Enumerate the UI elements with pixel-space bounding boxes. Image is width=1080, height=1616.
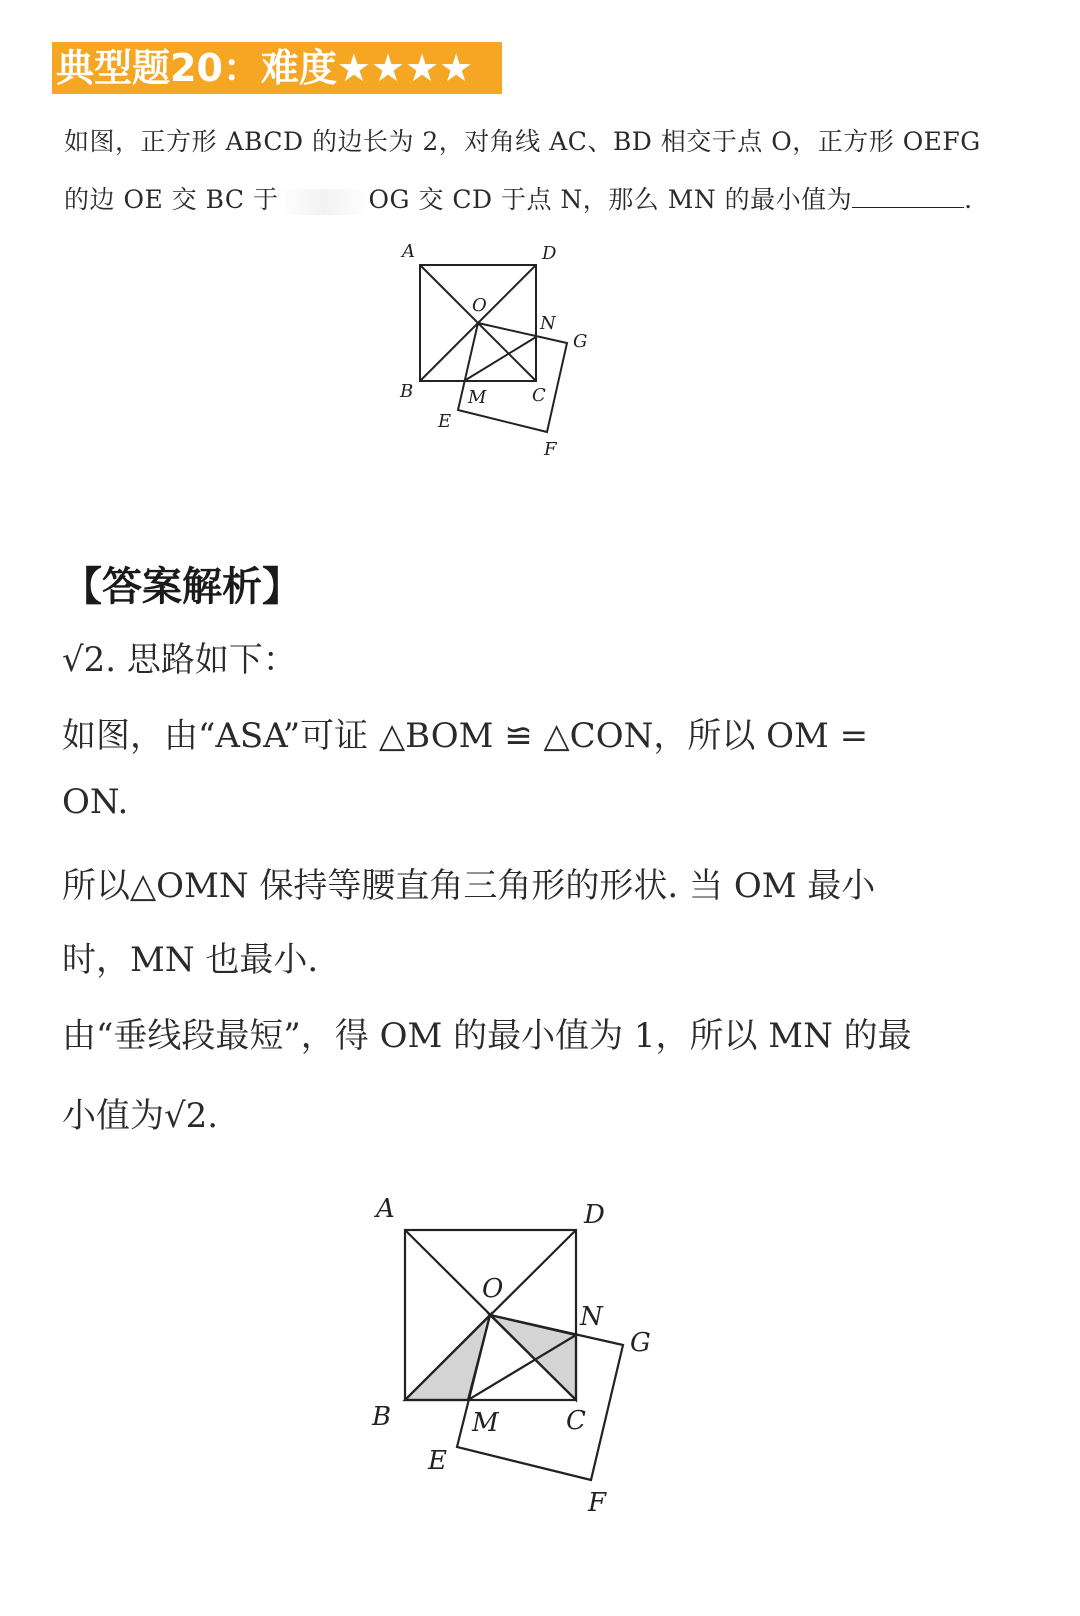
label-o-2: O — [482, 1274, 504, 1304]
label-a: A — [402, 241, 415, 262]
label-n: N — [540, 313, 556, 334]
problem-title-banner: 典型题20：难度★★★★ — [52, 42, 502, 94]
blurred-region — [279, 189, 369, 215]
question-line-2-part-1: 的边 OE 交 BC 于 — [64, 185, 279, 214]
answer-line-1: √2. 思路如下： — [62, 640, 297, 680]
question-line-2-part-3: . — [964, 185, 973, 214]
label-c-2: C — [566, 1406, 586, 1436]
label-b-2: B — [372, 1402, 392, 1432]
question-line-2 — [64, 180, 973, 216]
question-figure — [380, 235, 620, 465]
label-d-2: D — [584, 1200, 605, 1230]
label-c: C — [532, 385, 546, 406]
label-b: B — [400, 381, 414, 402]
answer-line-4: 所以△OMN 保持等腰直角三角形的形状. 当 OM 最小 — [62, 866, 876, 906]
question-line-2-part-2: OG 交 CD 于点 N，那么 MN 的最小值为 — [368, 185, 853, 214]
answer-line-3: ON. — [62, 782, 129, 822]
question-line-1: 如图，正方形 ABCD 的边长为 2，对角线 AC、BD 相交于点 O，正方形 OEFG — [64, 127, 981, 156]
label-e: E — [438, 411, 452, 432]
answer-figure — [360, 1185, 690, 1525]
label-o: O — [472, 295, 487, 316]
answer-line-5: 时，MN 也最小. — [62, 940, 319, 980]
label-a-2: A — [376, 1194, 395, 1224]
answer-line-7: 小值为√2. — [62, 1096, 219, 1136]
answer-line-6: 由“垂线段最短”，得 OM 的最小值为 1，所以 MN 的最 — [62, 1016, 912, 1056]
label-n-2: N — [580, 1302, 603, 1332]
label-g: G — [573, 331, 588, 352]
label-e-2: E — [428, 1446, 447, 1476]
label-m-2: M — [472, 1408, 499, 1438]
label-m: M — [468, 387, 487, 408]
label-f-2: F — [588, 1488, 607, 1518]
answer-blank — [852, 185, 964, 208]
label-d: D — [542, 243, 557, 264]
label-f: F — [544, 439, 557, 460]
answer-heading: 【答案解析】 — [62, 564, 302, 610]
label-g-2: G — [630, 1328, 651, 1358]
square-oefg — [458, 323, 567, 432]
answer-line-2: 如图，由“ASA”可证 △BOM ≌ △CON，所以 OM = — [62, 716, 869, 756]
